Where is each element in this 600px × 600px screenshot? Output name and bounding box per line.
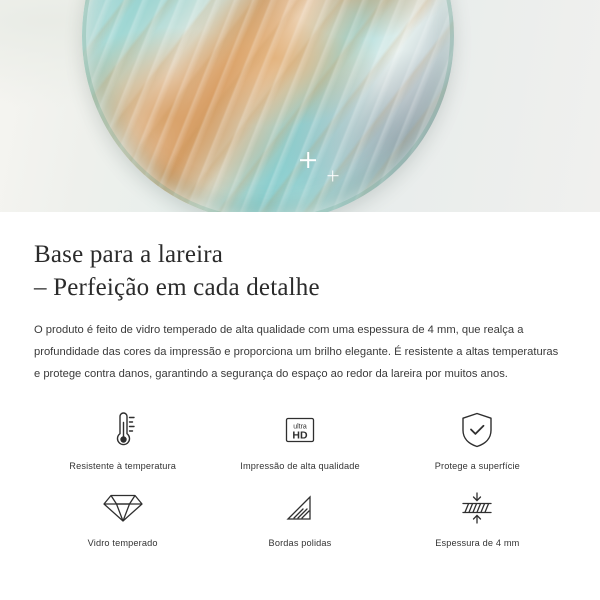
polished-edges-icon (280, 485, 320, 529)
thermometer-icon (106, 408, 140, 452)
thickness-arrows-icon (455, 485, 499, 529)
headline-line-2: – Perfeição em cada detalhe (34, 274, 320, 301)
ultra-hd-icon (280, 408, 320, 452)
glass-plate-image (82, 0, 454, 212)
feature-label: Espessura de 4 mm (435, 537, 520, 548)
feature-item (211, 408, 388, 471)
feature-label: Bordas polidas (268, 537, 332, 548)
svg-text:ultra: ultra (293, 423, 307, 431)
feature-label: Resistente à temperatura (69, 460, 177, 471)
body-paragraph: O produto é feito de vidro temperado de alta qualidade com uma espessura de 4 mm, que realça a profundidade das cores da impressão e proporciona um brilho elegante. É resistente a altas temperaturas e protege contra danos, garantindo a segurança do espaço ao redor da lareira por muitos anos. (34, 324, 559, 380)
shield-check-icon (459, 408, 495, 452)
feature-label: Impressão de alta qualidade (240, 460, 360, 471)
content-area (0, 212, 600, 548)
feature-item (211, 485, 388, 548)
svg-text:HD: HD (292, 428, 308, 441)
feature-label: Vidro temperado (87, 537, 158, 548)
feature-item (34, 408, 211, 471)
diamond-icon (102, 485, 144, 529)
feature-grid (34, 408, 566, 548)
feature-item (389, 485, 566, 548)
feature-label: Protege a superfície (434, 460, 520, 471)
feature-item (34, 485, 211, 548)
headline-line-1: Base para a lareira (34, 241, 224, 268)
feature-item (389, 408, 566, 471)
page-title (34, 238, 566, 304)
hero-image (0, 0, 600, 212)
